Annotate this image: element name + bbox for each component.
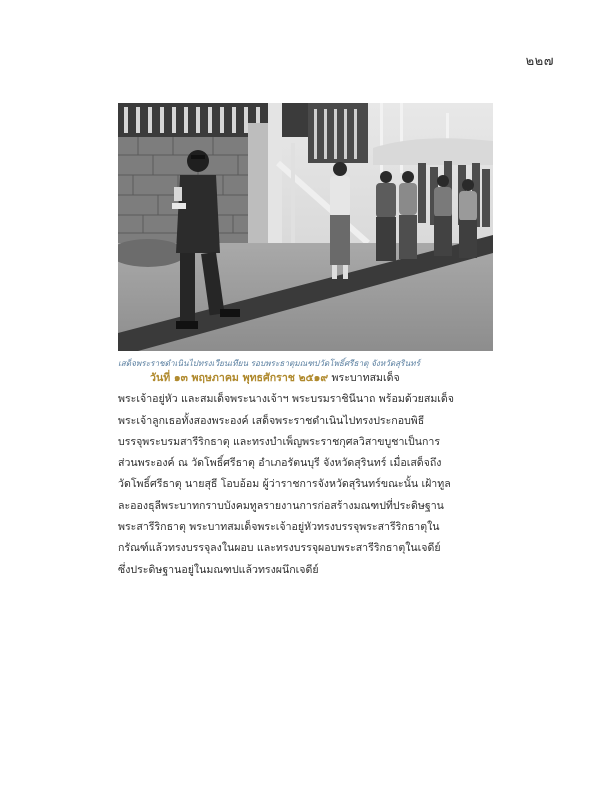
- article-line: บรรจุพระบรมสารีริกธาตุ และทรงบำเพ็ญพระราชกุศลวิสาขบูชาเป็นการ: [118, 435, 441, 448]
- article-line: ซึ่งประดิษฐานอยู่ในมณฑปแล้วทรงผนึกเจดีย์: [118, 563, 319, 576]
- article-line: วัดโพธิ์ศรีธาตุ นายสุธี โอบอ้อม ผู้ว่าราชการจังหวัดสุรินทร์ขณะนั้น เฝ้าทูล: [118, 478, 451, 491]
- ceremony-procession-photo: [118, 103, 493, 351]
- article-first-line: [118, 368, 494, 389]
- article-line: พระเจ้าอยู่หัว และสมเด็จพระนางเจ้าฯ พระบรมราชินีนาถ พร้อมด้วยสมเด็จ: [118, 393, 455, 406]
- article-line: พระบาทสมเด็จ: [331, 372, 400, 384]
- article-date: วันที่ ๑๓ พฤษภาคม พุทธศักราช ๒๕๑๙: [150, 372, 329, 384]
- page-number: ๒๒๗: [525, 54, 554, 69]
- article-body: [118, 368, 494, 581]
- article-line: พระเจ้าลูกเธอทั้งสองพระองค์ เสด็จพระราชดำเนินไปทรงประกอบพิธี: [118, 414, 425, 427]
- photo-caption: เสด็จพระราชดำเนินไปทรงเวียนเทียน รอบพระธาตุมณฑปวัดโพธิ์ศรีธาตุ จังหวัดสุรินทร์: [118, 358, 420, 368]
- article-line: กรัณฑ์แล้วทรงบรรจุลงในผอบ และทรงบรรจุผอบพระสารีริกธาตุในเจดีย์: [118, 542, 441, 555]
- article-line: ส่วนพระองค์ ณ วัดโพธิ์ศรีธาตุ อำเภอรัตนบุรี จังหวัดสุรินทร์ เมื่อเสด็จถึง: [118, 457, 442, 470]
- article-line: ละอองธุลีพระบาทกราบบังคมทูลรายงานการก่อสร้างมณฑปที่ประดิษฐาน: [118, 499, 444, 512]
- article-line: พระสารีริกธาตุ พระบาทสมเด็จพระเจ้าอยู่หัวทรงบรรจุพระสารีริกธาตุใน: [118, 521, 440, 534]
